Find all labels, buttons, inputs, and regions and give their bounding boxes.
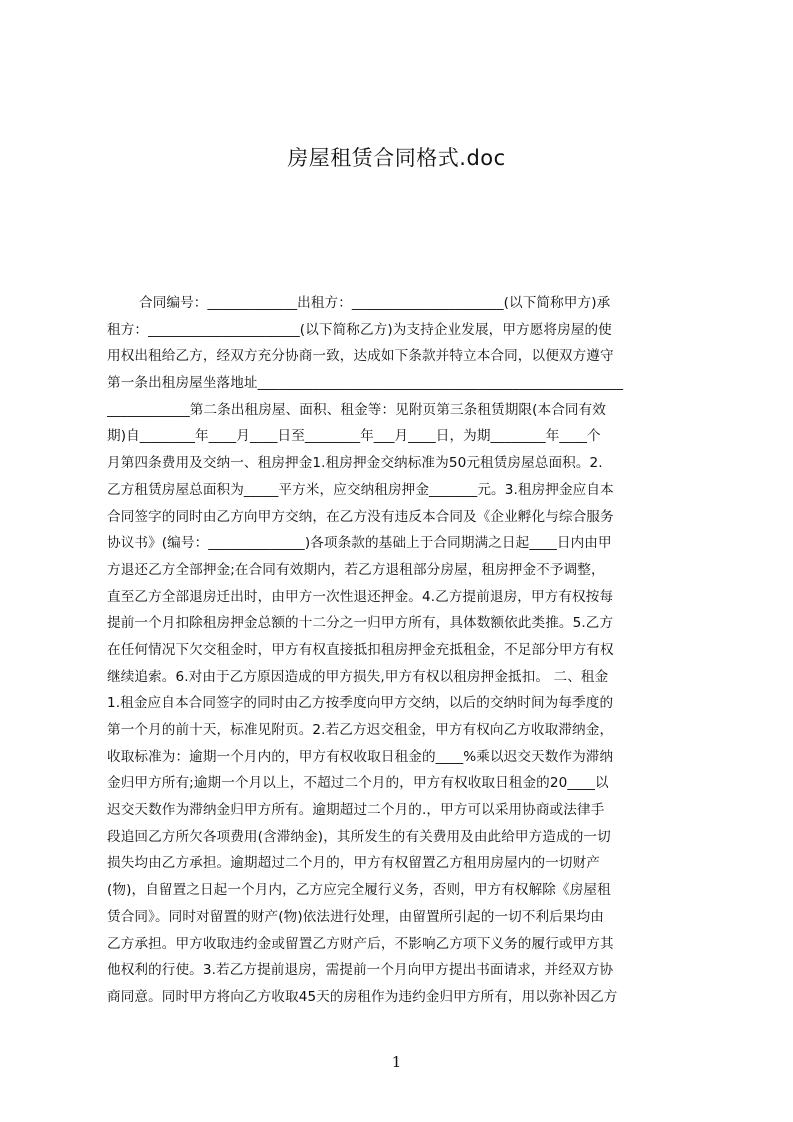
document-body	[107, 290, 699, 1011]
body-line: ____________第二条出租房屋、面积、租金等：见附页第三条租赁期限(本合同有效	[107, 401, 606, 418]
body-line: 继续追索。6.对由于乙方原因造成的甲方损失,甲方有权以租房押金抵扣。 二、租金	[107, 668, 609, 685]
body-line: 租方：______________________(以下简称乙方)为支持企业发展，甲方愿将房屋的使	[107, 321, 612, 338]
body-line: 段追回乙方所欠各项费用(含滞纳金)，其所发生的有关费用及由此给甲方造成的一切	[107, 828, 611, 845]
body-line: 方退还乙方全部押金;在合同有效期内，若乙方退租部分房屋，租房押金不予调整，	[107, 561, 605, 578]
body-line: 金归甲方所有;逾期一个月以上，不超过二个月的，甲方有权收取日租金的20____以	[107, 775, 609, 792]
body-line: 合同编号：_____________出租方：______________________(以下简称甲方)承	[139, 295, 611, 311]
body-line: 损失均由乙方承担。逾期超过二个月的，甲方有权留置乙方租用房屋内的一切财产	[107, 855, 600, 872]
body-line: 收取标准为：逾期一个月内的，甲方有权收取日租金的____%乘以迟交天数作为滞纳	[107, 748, 614, 765]
body-line: 期)自________年____月____日至________年___月____日，为期________年____个	[107, 428, 601, 445]
body-line: 协议书》(编号：______________)各项条款的基础上于合同期满之日起____日内由甲	[107, 535, 612, 552]
body-line: 赁合同》。同时对留置的财产(物)依法进行处理，由留置所引起的一切不利后果均由	[107, 908, 604, 925]
body-line: (物)，自留置之日起一个月内，乙方应完全履行义务，否则，甲方有权解除《房屋租	[107, 882, 611, 899]
body-line: 迟交天数作为滞纳金归甲方所有。逾期超过二个月的.，甲方可以采用协商或法律手	[107, 802, 605, 819]
body-line: 乙方承担。甲方收取违约金或留置乙方财产后，不影响乙方项下义务的履行或甲方其	[107, 935, 614, 952]
body-line: 直至乙方全部退房迁出时，由甲方一次性退还押金。4.乙方提前退房，甲方有权按每	[107, 588, 614, 605]
body-line: 第一个月的前十天，标准见附页。2.若乙方迟交租金，甲方有权向乙方收取滞纳金，	[107, 722, 614, 738]
page-number: 1	[391, 1053, 402, 1071]
body-line: 第一条出租房屋坐落地址_____________________________________________________	[107, 375, 624, 392]
body-line: 商同意。同时甲方将向乙方收取45天的房租作为违约金归甲方所有，用以弥补因乙方	[107, 988, 618, 1005]
body-line: 月第四条费用及交纳一、租房押金1.租房押金交纳标准为50元租赁房屋总面积。2.	[107, 455, 603, 472]
document-title: 房屋租赁合同格式.doc	[287, 146, 506, 170]
body-line: 1.租金应自本合同签字的同时由乙方按季度向甲方交纳，以后的交纳时间为每季度的	[107, 695, 614, 712]
body-line: 他权利的行使。3.若乙方提前退房，需提前一个月向甲方提出书面请求，并经双方协	[107, 962, 614, 979]
body-line: 合同签字的同时由乙方向甲方交纳，在乙方没有违反本合同及《企业孵化与综合服务	[107, 508, 614, 525]
body-line: 提前一个月扣除租房押金总额的十二分之一归甲方所有，具体数额依此类推。5.乙方	[107, 615, 614, 632]
body-line: 在任何情况下欠交租金时，甲方有权直接抵扣租房押金充抵租金，不足部分甲方有权	[107, 641, 614, 658]
body-line: 乙方租赁房屋总面积为_____平方米，应交纳租房押金_______元。3.租房押金应自本	[107, 481, 614, 498]
body-line: 用权出租给乙方，经双方充分协商一致，达成如下条款并特立本合同，以便双方遵守	[107, 348, 614, 365]
